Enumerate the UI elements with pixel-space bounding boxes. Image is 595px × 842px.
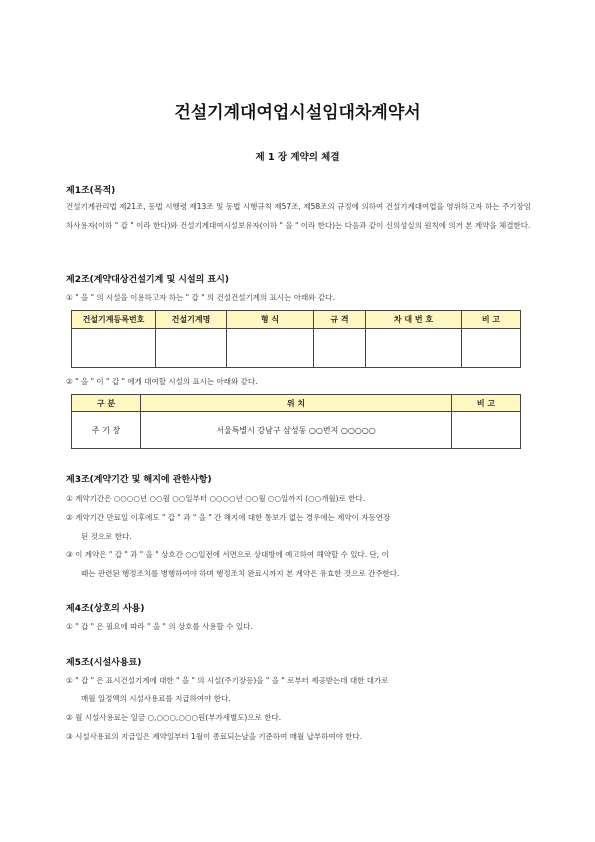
article-5-item-1: ① " 갑 " 은 표시건설기계에 대한 " 을 " 의 시설(주기장등)을 " 을 " 로부터 제공받는데 대한 대가로 bbox=[66, 676, 389, 685]
article-1-heading: 제1조(목적) bbox=[66, 186, 116, 196]
header-category: 구 분 bbox=[72, 395, 141, 412]
table-cell bbox=[366, 329, 462, 368]
header-remarks: 비 고 bbox=[452, 395, 521, 412]
facility-table bbox=[71, 394, 521, 449]
header-registration-number: 건설기계등록번호 bbox=[72, 311, 156, 329]
article-4-item-1: ① " 갑 " 은 필요에 따라 " 을 " 의 상호를 사용할 수 있다. bbox=[66, 622, 253, 631]
article-3-heading: 제3조(계약기간 및 해지에 관한사항) bbox=[66, 475, 212, 485]
facility-table-row bbox=[72, 412, 521, 449]
article-3-item-2: ② 계약기간 만료일 이후에도 " 갑 " 과 " 을 " 간 해지에 대한 통보가 없는 경우에는 계약이 자동연장 bbox=[66, 513, 391, 522]
table-cell bbox=[227, 329, 314, 368]
article-3-item-3: ③ 이 계약은 " 갑 " 과 " 을 " 상호간 ○○일전에 서면으로 상대방에 예고하여 해약할 수 있다. 단, 이 bbox=[66, 550, 389, 559]
article-2-heading: 제2조(계약대상건설기계 및 시설의 표시) bbox=[66, 275, 229, 285]
article-2-item-2: ② " 을 " 이 " 갑 " 에게 대여할 시설의 표시는 아래와 같다. bbox=[66, 377, 258, 386]
article-5-item-1-cont: 매월 일정액의 시설사용료를 지급하여야 한다. bbox=[81, 694, 231, 703]
document-title: 건설기계대여업시설임대차계약서 bbox=[174, 103, 421, 123]
header-location: 위 치 bbox=[141, 395, 452, 412]
table-cell bbox=[314, 329, 366, 368]
chapter-heading: 제 1 장 계약의 체결 bbox=[255, 152, 340, 163]
equipment-table-row bbox=[72, 329, 521, 368]
article-3-item-1: ① 계약기간은 ○○○○년 ○○월 ○○일부터 ○○○○년 ○○월 ○○일까지 (○○개월)로 한다. bbox=[66, 494, 366, 503]
table-cell bbox=[156, 329, 227, 368]
article-1-body: 건설기계관리법 제21조, 동법 시행령 제13조 및 동법 시행규칙 제57조, 제58조의 규정에 의하여 건설기계대여업을 영위하고자 하는 주기장임차사용자(이하 " 갑 " 이라 한다)와 건설기계대여시설보유자(이하 " 을 " 이라 한다)는 다음과 같이 신의성실의 원칙에 의거 본 계약을 체결한다. bbox=[66, 202, 531, 230]
header-equipment-name: 건설기계명 bbox=[156, 311, 227, 329]
header-chassis-number: 차 대 번 호 bbox=[366, 311, 462, 329]
article-5-item-2: ② 월 시설사용료는 일금 ○,○○○,○○○원(부가세별도)으로 한다. bbox=[66, 713, 282, 722]
article-3-item-3-cont: 때는 관련된 행정조치를 병행하여야 하며 행정조치 완료시까지 본 계약은 유효한 것으로 간주한다. bbox=[81, 569, 400, 578]
article-2-item-1: ① " 을 " 의 시설을 이용하고자 하는 " 갑 " 의 건설건설기계의 표시는 아래와 같다. bbox=[66, 293, 335, 302]
article-5-item-3: ③ 시설사용료의 지급일은 계약일부터 1월이 종료되는날을 기준하여 매월 납부하여야 한다. bbox=[66, 732, 363, 741]
article-3-item-2-cont: 된 것으로 한다. bbox=[81, 532, 132, 541]
header-spec: 규 격 bbox=[314, 311, 366, 329]
header-type: 형 식 bbox=[227, 311, 314, 329]
header-remarks: 비 고 bbox=[462, 311, 521, 329]
article-4-heading: 제4조(상호의 사용) bbox=[66, 604, 145, 614]
cell-remarks bbox=[452, 412, 521, 449]
cell-category: 주 기 장 bbox=[72, 412, 141, 449]
table-cell bbox=[72, 329, 156, 368]
cell-location: 서울특별시 강남구 삼성동 ○○번지 ○○○○○ bbox=[141, 412, 452, 449]
equipment-table bbox=[71, 310, 521, 368]
table-cell bbox=[462, 329, 521, 368]
equipment-table-header bbox=[72, 311, 521, 329]
article-5-heading: 제5조(시설사용료) bbox=[66, 658, 142, 668]
facility-table-header bbox=[72, 395, 521, 412]
